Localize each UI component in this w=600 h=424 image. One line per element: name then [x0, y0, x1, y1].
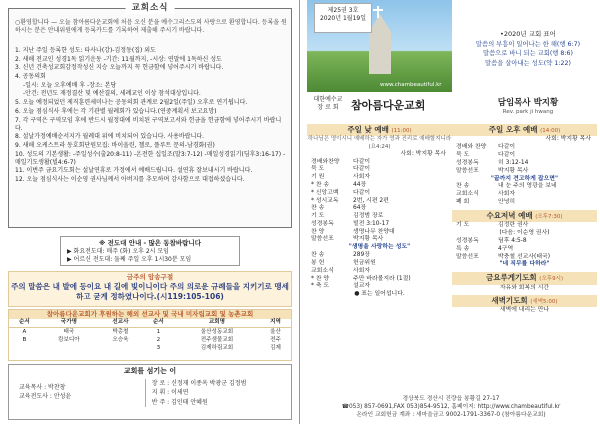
table-cell: A [22, 328, 27, 335]
steeple-image [369, 14, 391, 74]
table-cell: 김제 [270, 344, 281, 351]
order-row [452, 238, 597, 246]
pastor-english-name: Rev. park ji hwang [502, 109, 554, 116]
order-label: 성경봉독 [456, 238, 479, 244]
table-cell [40, 345, 98, 353]
order-value: 딤후 4:5-8 [498, 238, 527, 244]
staff-line: 반 주 : 김인태 안혜원 [151, 398, 208, 406]
service-title [452, 124, 597, 136]
service-description: 새벽에 내리는 만나 [499, 307, 550, 314]
service-time: (14:00) [540, 128, 561, 134]
order-value: 4구역 [498, 245, 514, 252]
sermon-title: "네 직무를 다하라" [499, 261, 550, 268]
order-label: 경배와찬양 [311, 158, 340, 165]
other-services [452, 124, 597, 315]
sermon-title: "생명을 사랑하는 성도" [348, 244, 411, 251]
evangelism-box [60, 236, 240, 266]
table-cell [9, 345, 40, 353]
pastor-name: 담임목사 박지황 [497, 98, 559, 108]
staff-right [145, 379, 281, 407]
service-title-text: 수요저녁 예배 [486, 210, 533, 220]
mission-table [9, 319, 291, 353]
denomination-line: 장 로 회 [317, 104, 339, 112]
service-title [452, 272, 597, 284]
service-title-text: 새벽기도회 [491, 295, 528, 305]
order-label: 찬 송 [311, 252, 325, 259]
denomination-line: 대한예수교 [313, 96, 343, 103]
sunday-morning-service [307, 124, 452, 299]
order-label: * 찬 송 [311, 182, 330, 189]
news-item: 12. 오늘 점심식사는 이순영 권사님께서 아버지를 추모하며 감사함으로 대접하셨습니다. [15, 176, 245, 184]
service-leader: 사회: 박지황 목사 [400, 150, 446, 157]
order-row [307, 190, 452, 198]
staff-left [19, 379, 145, 407]
news-item: 10. 성도의 기본생활: -주일성수(출20:8-11) -온전한 십일조(말3:7-12) -매일성경읽기(딤후3:16-17) -매일기도생활(빌4:6-7) [15, 150, 286, 166]
order-label: 특 송 [456, 245, 470, 252]
news-item: 6. 오늘 점심식사 후에는 각 기관별 월례회가 있습니다.(연중계획서 보고요망) [15, 107, 217, 115]
order-value: 박지황 목사 [498, 167, 529, 174]
order-label: * 축 도 [311, 283, 330, 290]
order-value: 다같이 [353, 189, 371, 196]
order-label: 폐 회 [456, 199, 470, 206]
order-row [307, 213, 452, 221]
service-description: 자유와 회복의 시간 [499, 284, 550, 291]
staff-title: 교회를 섬기는 이 [123, 367, 177, 375]
staff-line: 교육목사 : 박찬창 [19, 384, 66, 391]
offering-account: 온라인 교회헌금 계좌 : 새마을금고 9002-1791-3367-0 (참아름다운교회) [356, 411, 546, 418]
order-row [307, 159, 452, 167]
news-list [15, 47, 287, 185]
column-header: 지역 [260, 319, 291, 328]
staff-line: 지 휘 : 이세연 [151, 389, 189, 397]
staff-line: 교육전도사 : 안성윤 [19, 393, 72, 401]
welcome-text: ○환영합니다 — 오늘 참아름다운교회에 처음 오신 분을 예수그리스도의 사랑으로 환영합니다. 등록을 원하시는 분은 안내위원에게 등록카드를 기록하여 제출해 주시기 바랍니다. [15, 19, 287, 35]
order-value: 사회자 [353, 174, 371, 181]
news-item: 9. 새해 오케스트라 동호회단원모집: 바이올린, 첼로, 플루트 문의-남경화(권) [15, 141, 215, 149]
issue-date: 2020년 1월19일 [319, 15, 367, 23]
evangelism-line: ▶ 화요전도대: 매주 (화) 오후 2시 모임 [67, 247, 169, 255]
church-name: 참아름다운교회 [351, 99, 426, 112]
evangelism-line: ▶ 어르신 전도대: 둘째 주일 오후 1시30분 모임 [67, 255, 192, 263]
order-value: 다같이 [353, 158, 371, 165]
service-title-text: 주일 낮 예배 [347, 125, 389, 134]
denomination [307, 96, 349, 113]
order-row [307, 260, 452, 268]
pastor-info [462, 98, 594, 117]
column-header: 선교사 [98, 319, 143, 328]
table-cell: 김제하림교회 [200, 344, 234, 351]
order-value: 다같이 [498, 152, 516, 159]
order-value: 다같이 [353, 166, 371, 173]
memory-verse-text: 주의 말씀은 내 발에 등이요 내 길에 빛이니이다 주의 의로운 규례들을 지키기로 맹세하고 굳게 정하였나이다.(시119:105-106) [11, 281, 289, 301]
order-label: 경배와 찬양 [456, 144, 487, 151]
table-cell: 오승욱 [112, 336, 129, 343]
order-label: 묵 도 [456, 152, 470, 159]
order-value: 빌전 3:10-17 [353, 220, 390, 227]
news-item: 11. 이번주 금요기도회는 설날연휴로 가정에서 예배드립니다. 설연휴 잘보내시기 바랍니다. [15, 167, 253, 175]
service-time: (11:00) [391, 128, 412, 134]
motto-line: 말씀을 살아내는 성도(약 1:22) [485, 59, 571, 67]
news-item: 5. 오늘 예정되었던 제직훈련세미나는 공동의회 관계로 2월2일(주일) 오후로 연기됩니다. [15, 99, 248, 107]
service-title [307, 124, 452, 136]
staff-line: 장 로 : 신정재 이종옥 박광군 김정범 [151, 380, 247, 387]
motto-line: 말씀으로 바니 되는 교회(행 8:6) [483, 50, 573, 58]
news-item: -안건: 전년도 재정결산 및 예산결의, 세례교인 이상 참석대상입니다. [23, 90, 201, 98]
order-row [452, 199, 597, 207]
order-row [307, 166, 452, 174]
mission-title: 참아름다운교회가 후원하는 해외 선교사 및 국내 미자립교회 및 농촌교회 [9, 310, 291, 319]
order-value: 44장 [353, 182, 367, 189]
cross-icon [377, 6, 379, 18]
church-address: 경상북도 경산시 진량읍 봉황길 27-17 [402, 396, 500, 402]
church-news-box [8, 3, 292, 228]
table-cell: 3 [156, 344, 161, 351]
order-row [307, 205, 452, 213]
order-row [452, 246, 597, 254]
order-row [307, 182, 452, 190]
column-header: 순서 [9, 319, 40, 328]
order-value: 히 3:12-14 [498, 159, 529, 166]
order-label: 기 도 [311, 213, 325, 220]
church-motto [462, 30, 594, 68]
news-item: -일시: 오늘 오후예배 후 -장소: 본당 [23, 81, 117, 89]
order-value: 김정범 장로 [353, 213, 384, 220]
order-value: 사회자 [498, 191, 516, 198]
table-row [9, 328, 291, 337]
church-news-title: 교회소식 [126, 3, 175, 14]
issue-badge [314, 3, 372, 33]
order-label: 교회소식 [456, 191, 479, 198]
church-footer [307, 396, 595, 419]
table-row [9, 336, 291, 344]
order-label: 묵 도 [311, 166, 325, 173]
order-row [307, 268, 452, 276]
cross-bar-icon [373, 9, 383, 11]
table-cell: 박총철 [112, 328, 129, 335]
order-row [307, 221, 452, 229]
table-row [9, 345, 291, 353]
order-label: 말씀선포 [311, 236, 334, 243]
order-label: * 찬 양 [311, 275, 330, 282]
table-header-row [9, 319, 291, 328]
website-url: www.chambeautiful.kr [380, 82, 442, 88]
column-header: 순서 [143, 319, 174, 328]
order-label: 찬 양 [311, 228, 325, 235]
service-title-text: 금요루게기도회 [485, 273, 537, 283]
table-cell: 캄보디아 [58, 336, 80, 343]
order-row [307, 252, 452, 260]
service-title [452, 210, 597, 222]
table-cell: 전주샘물교회 [200, 336, 234, 343]
news-item: 2. 새해 전교인 성경1독 읽기운동 -기간: 11월까지, -시상: 연말에 1독하신 성도 [15, 55, 222, 63]
order-value: 안녕히 [498, 199, 516, 206]
stand-note: ● 표는 일어섭니다. [354, 291, 405, 298]
order-label: 성경봉독 [311, 220, 334, 227]
order-value: 사회자 [353, 267, 371, 274]
church-contact: ☎053) 857-0691,FAX 053)854-9512, 홈페이지: http://www.chambeautiful.kr [341, 403, 561, 410]
staff-columns [19, 379, 281, 407]
order-label: 찬 송 [311, 205, 325, 212]
news-item: 1. 지난 주일 등록한 성도: 타사나(강)-김정동(집) 외도 [15, 47, 156, 54]
order-value: 김정란 권사 [498, 222, 529, 229]
order-value: 2번, 시편 2편 [353, 197, 389, 204]
staff-box [8, 364, 292, 420]
service-leader: 사회: 박지황 목사 [545, 136, 591, 143]
service-time: (새벽5:00) [530, 298, 558, 305]
church-header [307, 94, 452, 120]
memory-verse-title: 금주의 암송구절 [126, 273, 174, 281]
order-label: 봉 헌 [311, 260, 325, 267]
order-value: 박충철 선교사(태국) [498, 253, 550, 260]
evangelism-title: ※ 전도대 안내 - 많은 동참바랍니다 [99, 239, 201, 247]
order-value: 설교자 [353, 283, 371, 290]
order-row [452, 160, 597, 168]
news-item: 3. 신년 건축성교회감정작성신 지승 오늘까지 꼭 헌금함에 넣어주시기 바랍니다. [15, 64, 224, 72]
order-row [452, 144, 597, 152]
order-label: 기 도 [456, 222, 470, 229]
service-time: (오후9시) [539, 276, 564, 283]
order-label: 말씀선포 [456, 253, 479, 260]
order-label: 말씀선포 [456, 167, 479, 174]
column-header: 국가명 [40, 319, 98, 328]
order-row [307, 283, 452, 291]
order-value: 박지황 목사 [353, 236, 384, 243]
order-label: * 신앙고백 [311, 189, 339, 196]
order-label: 찬 송 [456, 183, 470, 190]
table-cell: 태국 [63, 328, 75, 335]
order-value: 다같이 [498, 144, 516, 151]
order-value: 내 눈 주의 영광을 보네 [498, 183, 557, 190]
service-verse: 하나님은 영이시니 예배하는 자가 영과 진리로 예배할지니라(요4:24) [307, 136, 452, 150]
order-row [452, 168, 597, 176]
table-cell: 울산 [270, 328, 281, 335]
order-value: 생명나무 찬양대 [353, 228, 395, 235]
news-item: 8. 설날가정예배순서지가 월례대 위에 비치되어 있습니다. 사용바랍니다. [15, 133, 205, 141]
order-value: 289장 [353, 252, 370, 259]
service-title-text: 주일 오후 예배 [488, 125, 538, 134]
order-label: * 성시교독 [311, 197, 339, 204]
order-value: 주만 바라볼지라 (1절) [353, 275, 411, 282]
next-prayer: (다음: 이순영 권사) [499, 230, 550, 237]
motto-line: 말씀의 부흥이 일어나는 한 해(행 6:7) [475, 40, 581, 48]
service-time: (오후7:30) [535, 213, 563, 220]
order-row [307, 174, 452, 182]
issue-number: 제25권 3호 [327, 7, 359, 14]
order-row [307, 198, 452, 206]
table-cell: 1 [156, 328, 161, 335]
order-row [452, 191, 597, 199]
sermon-title: "끝까지 견고하게 잡으면" [490, 175, 559, 182]
memory-verse-box [8, 271, 292, 307]
news-item: 4. 공동의회 [15, 73, 46, 81]
mission-box [8, 309, 292, 361]
order-row [452, 152, 597, 160]
table-cell: 울산성동교회 [200, 328, 234, 335]
column-header: 교회명 [174, 319, 260, 328]
news-item: 7. 각 구역은 구역모임 후에 반드시 월정대에 비치된 구역보고서와 헌금을 헌금함에 넣어주시기 바랍니다. [15, 116, 282, 132]
table-cell [98, 345, 143, 353]
order-label: 교회소식 [311, 267, 334, 274]
table-cell: 2 [156, 336, 161, 343]
order-value: 헌금위원 [353, 260, 376, 267]
order-row [452, 222, 597, 230]
service-title [452, 295, 597, 307]
order-label: 성경봉독 [456, 159, 479, 166]
motto-title: •2020년 교회 표어 [500, 30, 556, 38]
table-cell: 전주 [270, 336, 281, 343]
table-cell: B [22, 336, 27, 343]
order-value: 64장 [353, 205, 367, 212]
order-label: 기 원 [311, 174, 325, 181]
